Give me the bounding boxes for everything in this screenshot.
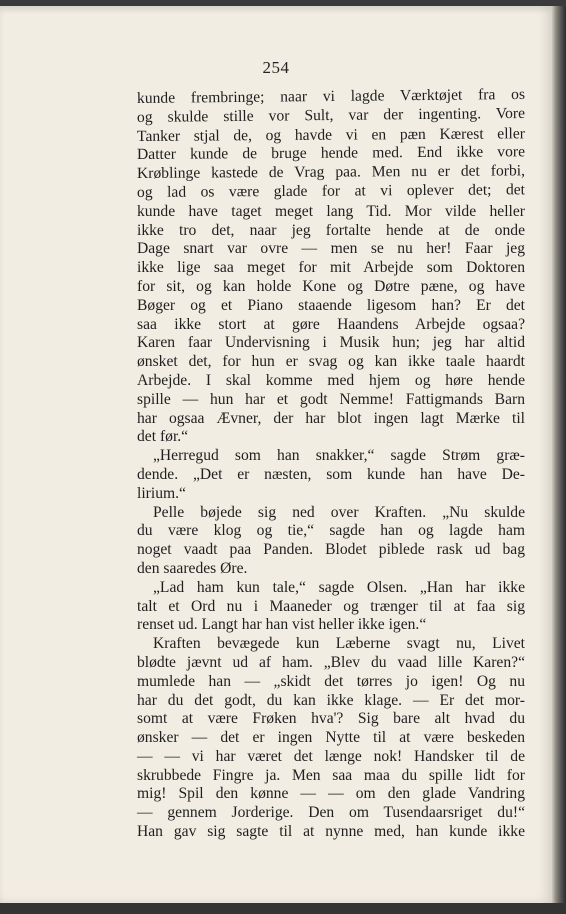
text-line: — gennem Jorderige. Den om Tusendaarsriget du!“	[137, 804, 525, 822]
text-line: kunde frembringe; naar vi lagde Værktøjet fra os	[136, 85, 526, 107]
text-line: ønsker — det er ingen Nytte til at være beskeden	[137, 729, 525, 747]
text-line: — — vi har været det længe nok! Handsker til de	[137, 747, 525, 765]
book-page	[0, 6, 552, 903]
text-line: Dage snart var ovre — men se nu her! Faar jeg	[137, 240, 525, 258]
page-number: 254	[262, 58, 290, 77]
text-line: Han gav sig sagte til at nynne med, han kunde ikke	[137, 823, 525, 841]
text-line: Kraften bevægede kun Læberne svagt nu, Livet	[153, 635, 525, 653]
text-line: talt et Ord nu i Maaneder og trænger til at faa sig	[137, 597, 525, 615]
text-line: somt at være Frøken hva'? Sig bare alt hvad du	[137, 710, 525, 728]
body-text	[136, 85, 526, 842]
text-line: Karen faar Undervisning i Musik hun; jeg har altid	[137, 334, 525, 352]
text-line: blødte jævnt ud af ham. „Blev du vaad lille Karen?“	[137, 653, 525, 671]
text-line: dende. „Det er næsten, som kunde han have De-	[137, 465, 525, 483]
text-line: du være klog og tie,“ sagde han og lagde ham	[137, 522, 525, 540]
text-line: renset ud. Langt har han vist heller ikke igen.“	[137, 616, 427, 634]
book-spine-shadow	[552, 6, 566, 903]
text-line: Bøger og et Piano staaende ligesom han? Er det	[137, 296, 525, 314]
text-line: og skulde stille vor Sult, var der ingenting. Vore	[136, 104, 526, 126]
text-line: Pelle bøjede sig ned over Kraften. „Nu skulde	[153, 503, 525, 521]
text-line: Arbejde. I skal komme med hjem og høre hende	[137, 371, 525, 389]
text-line: ikke tro det, naar jeg fortalte hende at de onde	[137, 221, 525, 239]
text-line: „Herregud som han snakker,“ sagde Strøm græ-	[153, 447, 525, 465]
text-line: den saaredes Øre.	[137, 559, 248, 577]
text-line: mumlede han — „skidt det tørres jo igen! Og nu	[137, 672, 525, 690]
text-line: det før.“	[137, 428, 189, 446]
text-line: spille — hun har et godt Nemme! Fattigmands Barn	[137, 390, 525, 408]
text-line: Krøblinge kastede de Vrag paa. Men nu er det forbi,	[136, 162, 526, 183]
text-line: mig! Spil den kønne — — om den glade Vandring	[137, 785, 525, 803]
text-line: Tanker stjal de, og havde vi en pæn Kærest eller	[136, 124, 526, 145]
text-line: ikke lige saa meget for mit Arbejde som Doktoren	[137, 259, 525, 277]
text-line: har du det godt, du kan ikke klage. — Er det mor-	[137, 691, 525, 709]
book-bottom-edge	[0, 903, 566, 914]
text-line: skrubbede Fingre ja. Men saa maa du spille lidt for	[137, 766, 525, 784]
text-line: har ogsaa Ævner, der har blot ingen lagt Mærke til	[137, 409, 525, 427]
text-line: ønsket det, for hun er svag og kan ikke taale haardt	[137, 353, 525, 371]
text-line: for sit, og kan holde Kone og Døtre pæne, og have	[137, 277, 525, 295]
text-line: kunde have taget meget lang Tid. Mor vilde heller	[137, 202, 525, 220]
text-line: saa ikke stort at gøre Haandens Arbejde ogsaa?	[137, 315, 525, 333]
text-line: „Lad ham kun tale,“ sagde Olsen. „Han har ikke	[153, 578, 525, 596]
text-line: noget vaadt paa Panden. Blodet piblede rask ud bag	[137, 541, 525, 559]
text-line: lirium.“	[137, 484, 186, 502]
text-line: Datter kunde de bruge hende med. End ikke vore	[136, 143, 526, 164]
text-line: og lad os være glade for at vi oplever det; det	[136, 181, 526, 201]
